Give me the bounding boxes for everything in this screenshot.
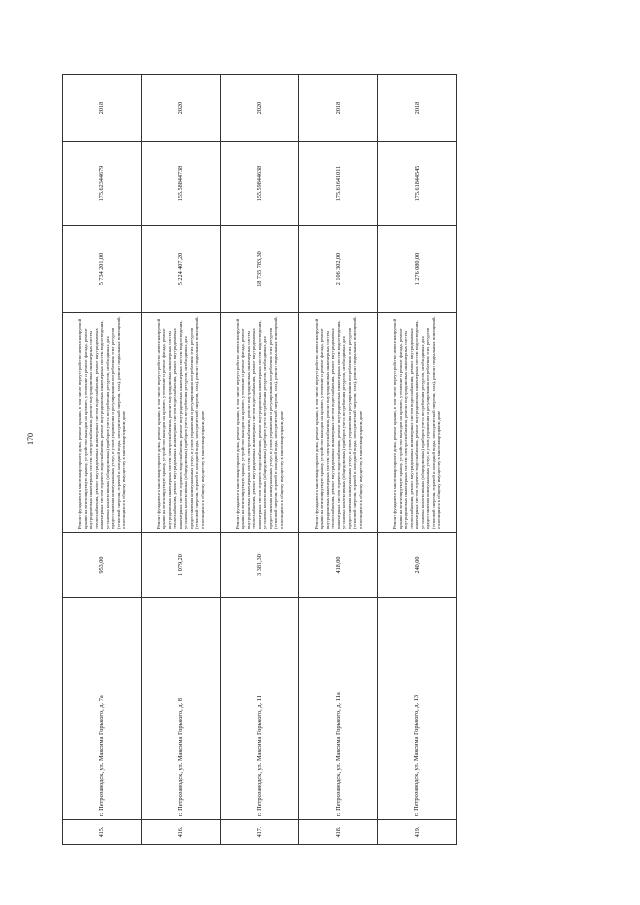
row-works: Ремонт фундамента многоквартирного дома, ремонт крыши, в том числе переустройство невентилируемой крыши на вентилируемую крышу, устройство выходов на кровлю, утепление и ремонт фасада, ремонт внутридомовых инженерных систем электроснабжения, ремонт внутридомовых инженерных систем теплоснабжения, ремонт внутридомовых инженерных систем водоснабжения, ремонт внутридомовых инженерных систем горячего водоснабжения, ремонт внутридомовых инженерных систем водоотведения, установка коллективных (общедомовых) приборов учета потребления ресурсов, необходимых для предоставления коммунальных услуг, и узлов управления и регулирования потребления этих ресурсов (тепловой энергии, горячей и холодной воды, электрической энергии, газа), ремонт подвальных помещений, относящихся к общему имуществу в многоквартирном доме [63, 313, 142, 533]
row-year: 2018 [299, 75, 378, 142]
row-works: Ремонт фундамента многоквартирного дома, ремонт крыши, в том числе переустройство невентилируемой крыши на вентилируемую крышу, устройство выходов на кровлю, утепление и ремонт фасада, ремонт внутридомовых инженерных систем электроснабжения, ремонт внутридомовых инженерных систем теплоснабжения, ремонт внутридомовых инженерных систем водоснабжения, ремонт внутридомовых инженерных систем горячего водоснабжения, ремонт внутридомовых инженерных систем водоотведения, установка коллективных (общедомовых) приборов учета потребления ресурсов, необходимых для предоставления коммунальных услуг, и узлов управления и регулирования потребления этих ресурсов (тепловой энергии, горячей и холодной воды, электрической энергии, газа), ремонт подвальных помещений, относящихся к общему имуществу в многоквартирном доме [220, 313, 299, 533]
table-row [378, 75, 457, 845]
row-year: 2020 [220, 75, 299, 142]
row-year: 2018 [63, 75, 142, 142]
row-address: г. Петрозаводск, ул. Максима Горького, д. 7а [63, 598, 142, 820]
row-cost: 18 735 783,30 [220, 226, 299, 313]
row-id: 155.59844638 [220, 142, 299, 226]
table-row [63, 75, 142, 845]
row-cost: 2 106 302,00 [299, 226, 378, 313]
row-address: г. Петрозаводск, ул. Максима Горького, д. 11 [220, 598, 299, 820]
row-id: 155.58844738 [141, 142, 220, 226]
row-area: 1 079,20 [141, 533, 220, 598]
table-row [141, 75, 220, 845]
row-area: 418,00 [299, 533, 378, 598]
table-row [220, 75, 299, 845]
row-id: 175.61641011 [299, 142, 378, 226]
row-year: 2018 [378, 75, 457, 142]
page-number: 170 [26, 433, 35, 445]
row-number: 418. [299, 820, 378, 845]
row-id: 175.61844545 [378, 142, 457, 226]
row-number: 415. [63, 820, 142, 845]
row-number: 419. [378, 820, 457, 845]
row-cost: 1 276 080,00 [378, 226, 457, 313]
row-cost: 5 734 201,00 [63, 226, 142, 313]
row-works: Ремонт фундамента многоквартирного дома, ремонт крыши, в том числе переустройство невентилируемой крыши на вентилируемую крышу, устройство выходов на кровлю, утепление и ремонт фасада, ремонт внутридомовых инженерных систем электроснабжения, ремонт внутридомовых инженерных систем теплоснабжения, ремонт внутридомовых инженерных систем водоснабжения, ремонт внутридомовых инженерных систем горячего водоснабжения, ремонт внутридомовых инженерных систем водоотведения, установка коллективных (общедомовых) приборов учета потребления ресурсов, необходимых для предоставления коммунальных услуг, и узлов управления и регулирования потребления этих ресурсов (тепловой энергии, горячей и холодной воды, электрической энергии, газа), ремонт подвальных помещений, относящихся к общему имуществу в многоквартирном доме [141, 313, 220, 533]
row-number: 416. [141, 820, 220, 845]
repair-program-table [62, 74, 457, 845]
row-year: 2020 [141, 75, 220, 142]
row-cost: 5 224 407,20 [141, 226, 220, 313]
row-works: Ремонт фундамента многоквартирного дома, ремонт крыши, в том числе переустройство невентилируемой крыши на вентилируемую крышу, устройство выходов на кровлю, утепление и ремонт фасада, ремонт внутридомовых инженерных систем электроснабжения, ремонт внутридомовых инженерных систем теплоснабжения, ремонт внутридомовых инженерных систем водоснабжения, ремонт внутридомовых инженерных систем горячего водоснабжения, ремонт внутридомовых инженерных систем водоотведения, установка коллективных (общедомовых) приборов учета потребления ресурсов, необходимых для предоставления коммунальных услуг, и узлов управления и регулирования потребления этих ресурсов (тепловой энергии, горячей и холодной воды, электрической энергии, газа), ремонт подвальных помещений, относящихся к общему имуществу в многоквартирном доме [299, 313, 378, 533]
row-address: г. Петрозаводск, ул. Максима Горького, д. 11а [299, 598, 378, 820]
row-area: 953,00 [63, 533, 142, 598]
rotated-table-wrapper [62, 75, 457, 845]
row-area: 3 381,30 [220, 533, 299, 598]
row-id: 175.62344679 [63, 142, 142, 226]
row-address: г. Петрозаводск, ул. Максима Горького, д. 8 [141, 598, 220, 820]
row-works: Ремонт фундамента многоквартирного дома, ремонт крыши, в том числе переустройство невентилируемой крыши на вентилируемую крышу, устройство выходов на кровлю, утепление и ремонт фасада, ремонт внутридомовых инженерных систем электроснабжения, ремонт внутридомовых инженерных систем теплоснабжения, ремонт внутридомовых инженерных систем водоснабжения, ремонт внутридомовых инженерных систем горячего водоснабжения, ремонт внутридомовых инженерных систем водоотведения, установка коллективных (общедомовых) приборов учета потребления ресурсов, необходимых для предоставления коммунальных услуг, и узлов управления и регулирования потребления этих ресурсов (тепловой энергии, горячей и холодной воды, электрической энергии, газа), ремонт подвальных помещений, относящихся к общему имуществу в многоквартирном доме [378, 313, 457, 533]
row-address: г. Петрозаводск, ул. Максима Горького, д. 13 [378, 598, 457, 820]
table-row [299, 75, 378, 845]
row-area: 240,00 [378, 533, 457, 598]
row-number: 417. [220, 820, 299, 845]
